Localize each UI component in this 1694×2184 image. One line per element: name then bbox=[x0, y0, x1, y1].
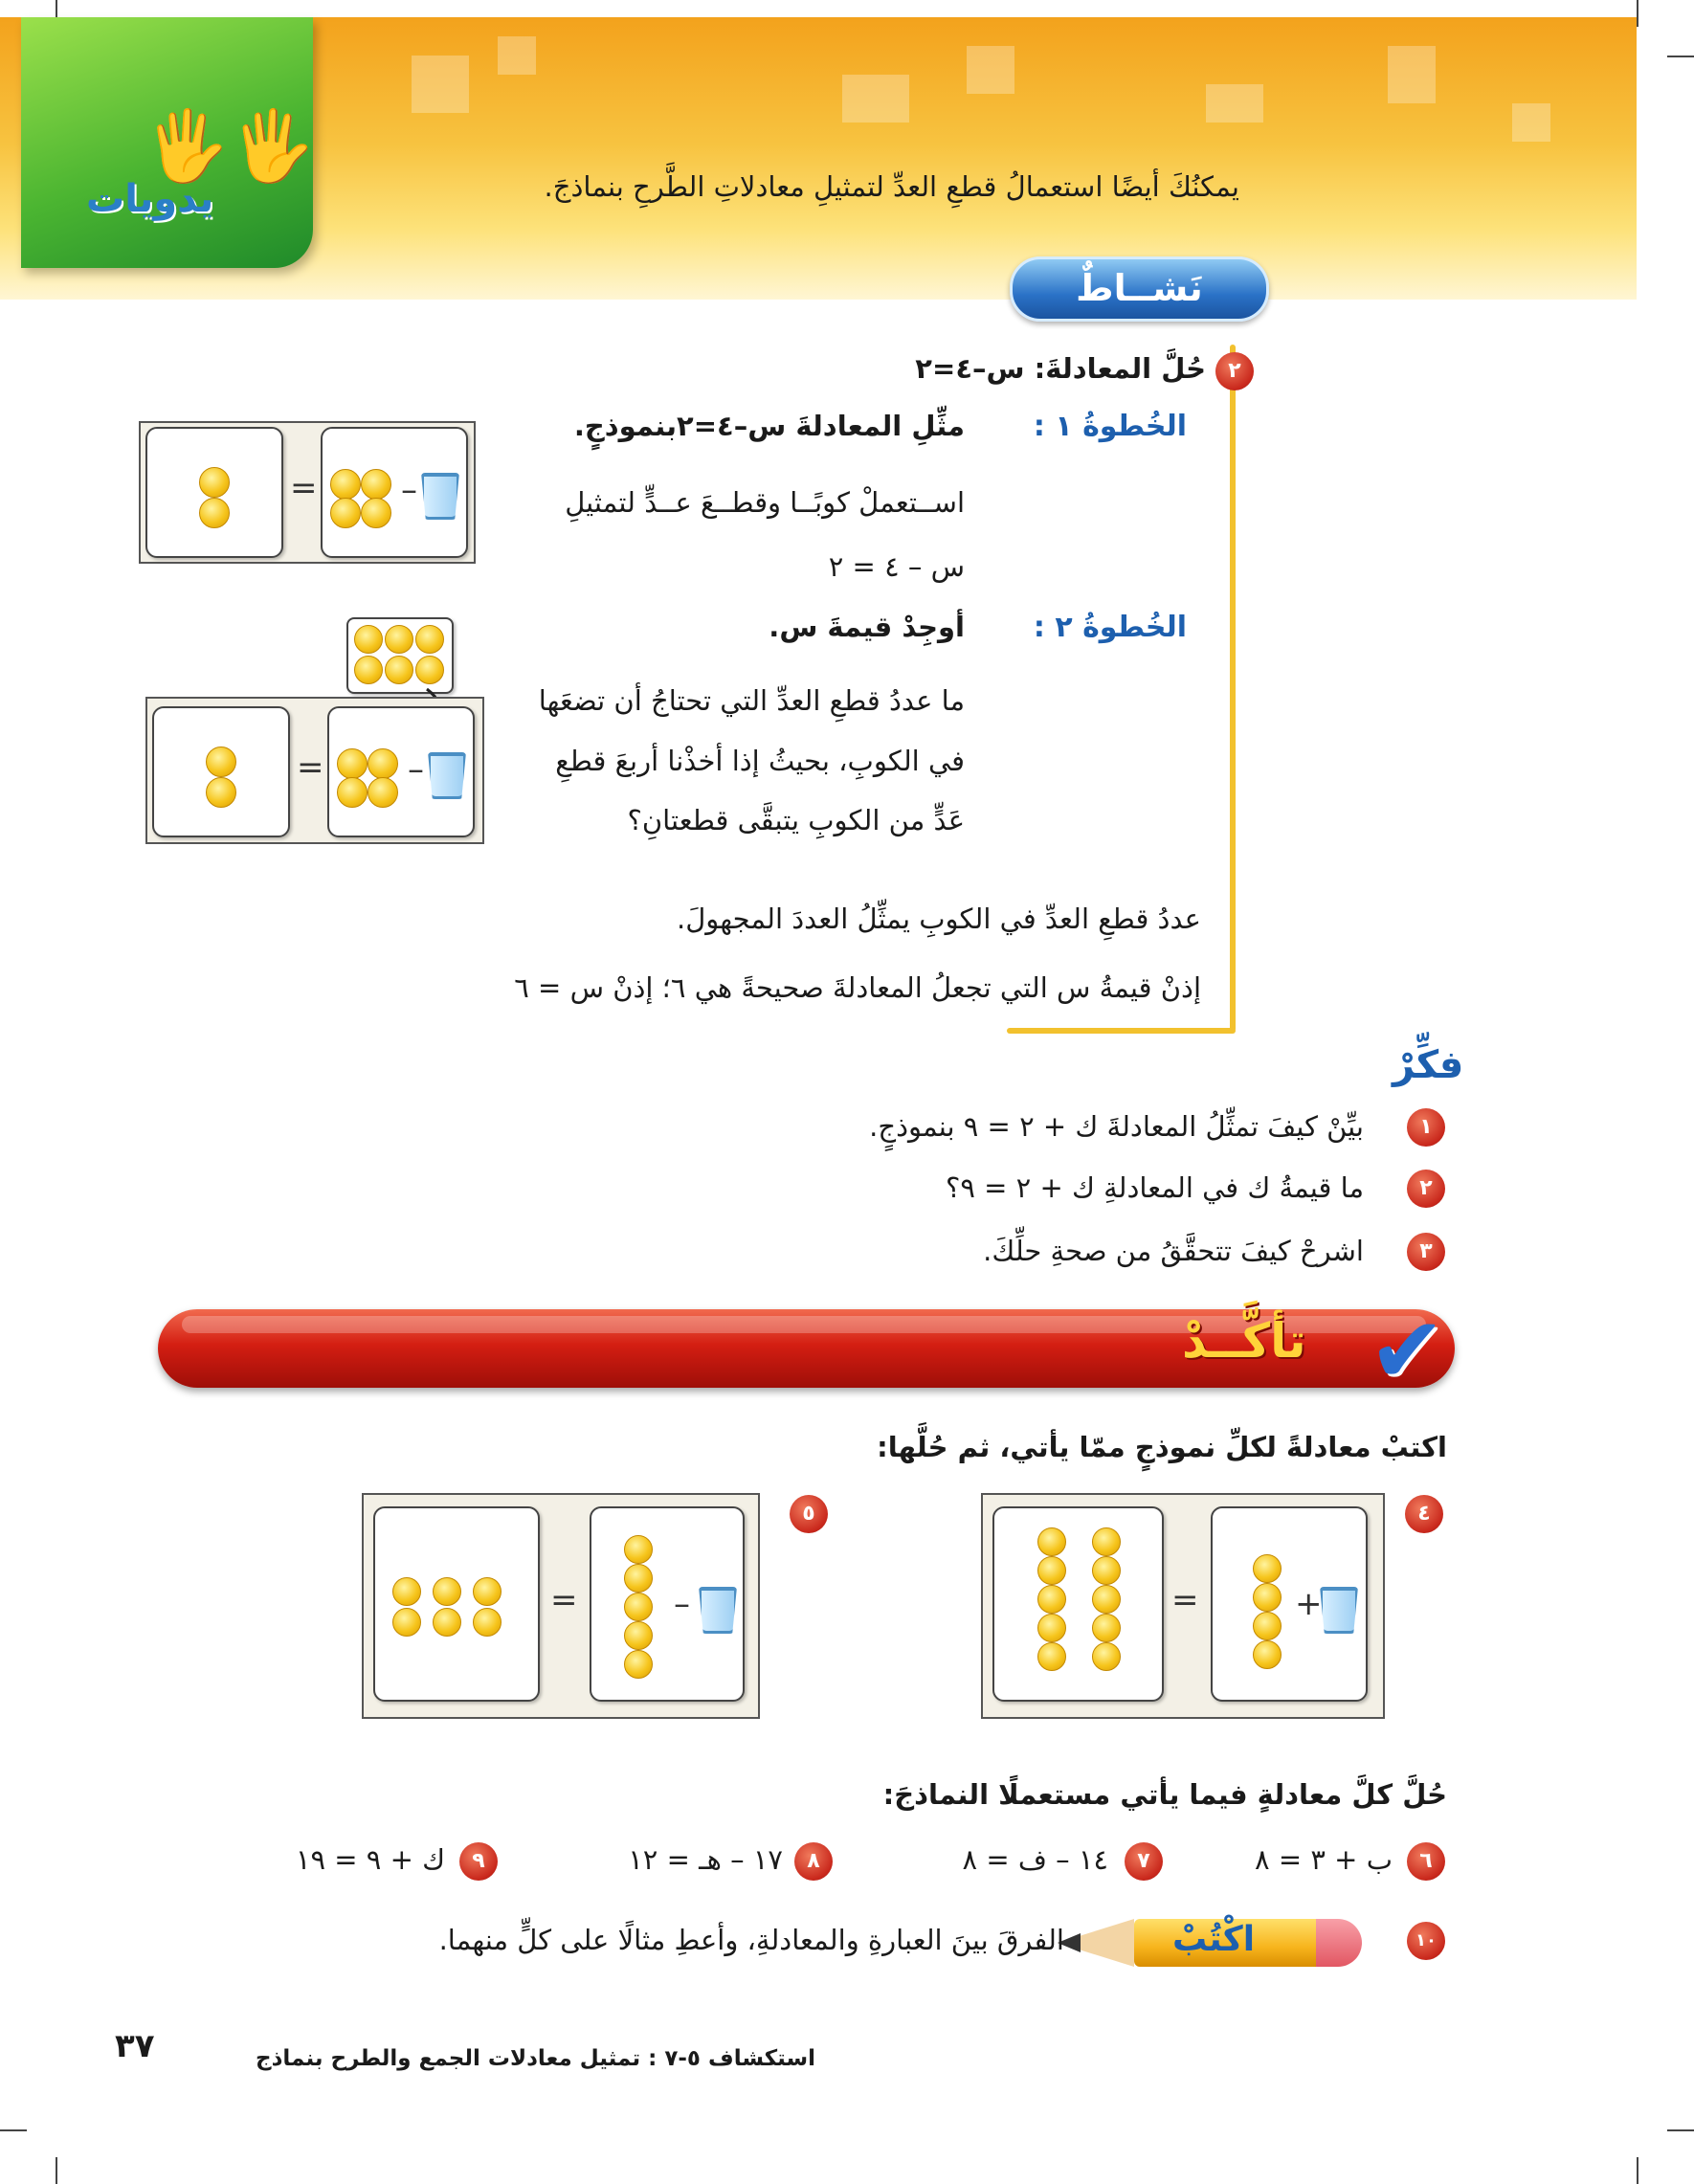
counter bbox=[415, 656, 444, 684]
counter bbox=[368, 748, 398, 779]
equation: ك + ٩ = ١٩ bbox=[295, 1843, 445, 1876]
think-number: ٣ bbox=[1407, 1233, 1445, 1271]
check-icon: ✔ bbox=[1369, 1297, 1446, 1404]
problem-number: ٢ bbox=[1215, 352, 1254, 390]
counter bbox=[624, 1650, 653, 1679]
write-label: اكْتُبْ bbox=[1172, 1920, 1256, 1959]
think-number: ٢ bbox=[1407, 1170, 1445, 1208]
cup-icon bbox=[421, 473, 459, 520]
counter bbox=[1092, 1642, 1121, 1671]
exercise-4-model bbox=[981, 1493, 1385, 1719]
counter bbox=[1253, 1640, 1282, 1669]
step1-label: الخُطوةُ ١ : bbox=[1033, 410, 1187, 443]
think-item: ما قيمةُ ك في المعادلةِ ك + ٢ = ٩؟ bbox=[945, 1171, 1364, 1204]
equation: ١٧ – هـ = ١٢ bbox=[628, 1843, 783, 1876]
step2-title: أوجِدْ قيمةَ س. bbox=[769, 611, 965, 643]
left-panel bbox=[992, 1506, 1164, 1702]
minus-sign: – bbox=[401, 471, 417, 509]
counter bbox=[1037, 1585, 1066, 1614]
counter bbox=[354, 625, 383, 654]
left-panel bbox=[152, 706, 290, 837]
crop-mark bbox=[1667, 2129, 1694, 2131]
crop-mark bbox=[1667, 56, 1694, 57]
counter bbox=[1037, 1556, 1066, 1585]
step2-label: الخُطوةُ ٢ : bbox=[1033, 611, 1187, 644]
think-item: اشرحْ كيفَ تتحقَّقُ من صحةِ حلِّكَ. bbox=[983, 1235, 1364, 1267]
equals-sign: = bbox=[550, 1581, 578, 1619]
cup-icon bbox=[428, 752, 466, 799]
counter bbox=[1092, 1614, 1121, 1642]
think-item: بيِّنْ كيفَ تمثِّلُ المعادلةَ ك + ٢ = ٩ بنموذجٍ. bbox=[869, 1110, 1364, 1143]
exercise-number: ٨ bbox=[794, 1842, 833, 1881]
intro-text: يمكنُكَ أيضًا استعمالُ قطعِ العدِّ لتمثيلِ معادلاتِ الطَّرحِ بنماذجَ. bbox=[544, 170, 1239, 203]
equation: ١٤ – ف = ٨ bbox=[962, 1843, 1108, 1876]
counter bbox=[473, 1608, 502, 1637]
problem-text: حُلَّ المعادلةَ: س–٤=٢ bbox=[915, 352, 1206, 385]
counter bbox=[1092, 1585, 1121, 1614]
counter bbox=[361, 469, 391, 500]
exercise-number: ١٠ bbox=[1407, 1922, 1445, 1960]
conclusion-text: إذنْ قيمةُ س التي تجعلُ المعادلةَ صحيحةً هي ٦؛ إذنْ س = ٦ bbox=[514, 971, 1201, 1004]
crop-mark bbox=[56, 2157, 57, 2184]
exercise-number: ٤ bbox=[1405, 1495, 1443, 1533]
equals-sign: = bbox=[290, 469, 318, 507]
counter bbox=[624, 1621, 653, 1650]
activity-frame bbox=[1007, 1028, 1236, 1034]
counter bbox=[1092, 1556, 1121, 1585]
counter bbox=[624, 1564, 653, 1593]
confirm-title: تأكَّــدْ bbox=[1182, 1313, 1306, 1369]
hands-icon: 🖐🖐 bbox=[144, 105, 316, 186]
counter bbox=[330, 498, 361, 528]
counter bbox=[337, 748, 368, 779]
exercise-number: ٥ bbox=[790, 1495, 828, 1533]
minus-sign: – bbox=[408, 750, 424, 789]
counter bbox=[206, 777, 236, 808]
counter bbox=[337, 777, 368, 808]
counter bbox=[199, 467, 230, 498]
exercise-5-model bbox=[362, 1493, 760, 1719]
footer-title: استكشاف ٥-٧ : تمثيل معادلات الجمع والطرح بنماذج bbox=[256, 2046, 815, 2071]
left-panel bbox=[145, 427, 283, 558]
counter bbox=[1037, 1642, 1066, 1671]
counter bbox=[433, 1608, 461, 1637]
pencil-eraser bbox=[1316, 1919, 1362, 1967]
exercise-number: ٧ bbox=[1125, 1842, 1163, 1881]
counter bbox=[1253, 1583, 1282, 1612]
step1-title: مثِّلِ المعادلةَ س–٤=٢بنموذجٍ. bbox=[573, 410, 965, 442]
counter bbox=[392, 1577, 421, 1606]
step1-model bbox=[139, 421, 476, 564]
counter bbox=[361, 498, 391, 528]
right-panel bbox=[590, 1506, 745, 1702]
counter bbox=[624, 1535, 653, 1564]
counter bbox=[433, 1577, 461, 1606]
counter bbox=[624, 1593, 653, 1621]
crop-mark bbox=[0, 2129, 27, 2131]
equation: ب + ٣ = ٨ bbox=[1255, 1843, 1393, 1876]
counter bbox=[385, 625, 413, 654]
hands-on-label: يدويات bbox=[86, 177, 214, 221]
counter bbox=[1037, 1527, 1066, 1556]
equals-sign: = bbox=[1171, 1581, 1199, 1619]
right-panel bbox=[327, 706, 475, 837]
counter bbox=[206, 747, 236, 777]
minus-sign: – bbox=[674, 1585, 690, 1623]
counter bbox=[199, 498, 230, 528]
step2-line: عَدٍّ من الكوبِ يتبقَّى قطعتانِ؟ bbox=[627, 804, 965, 836]
counter bbox=[1092, 1527, 1121, 1556]
conclusion-text: عددُ قطعِ العدِّ في الكوبِ يمثِّلُ العددَ المجهولَ. bbox=[677, 903, 1201, 935]
counter bbox=[385, 656, 413, 684]
solve-instruction: حُلَّ كلَّ معادلةٍ فيما يأتي مستعملًا النماذجَ: bbox=[882, 1778, 1447, 1811]
right-panel bbox=[321, 427, 468, 558]
step1-line: س – ٤ = ٢ bbox=[828, 550, 965, 583]
counter bbox=[473, 1577, 502, 1606]
cup-icon bbox=[699, 1587, 737, 1634]
think-number: ١ bbox=[1407, 1108, 1445, 1147]
page-number: ٣٧ bbox=[115, 2027, 155, 2065]
equals-sign: = bbox=[297, 748, 324, 787]
activity-frame bbox=[1230, 345, 1236, 1032]
counter bbox=[1037, 1614, 1066, 1642]
write-text: الفرقَ بينَ العبارةِ والمعادلةِ، وأعطِ مثالًا على كلٍّ منهما. bbox=[438, 1924, 1064, 1956]
step2-line: في الكوبِ، بحيثُ إذا أخذْنا أربعَ قطعِ bbox=[555, 745, 965, 777]
counter bbox=[330, 469, 361, 500]
step2-model bbox=[145, 697, 484, 844]
confirm-instruction: اكتبْ معادلةً لكلِّ نموذجٍ ممّا يأتي، ثم حُلَّها: bbox=[877, 1431, 1447, 1463]
plus-sign: + bbox=[1295, 1585, 1323, 1623]
cup-icon bbox=[1320, 1587, 1358, 1634]
step2-line: ما عددُ قطعِ العدِّ التي تحتاجُ أن تضعَها bbox=[538, 684, 965, 717]
counter-tray bbox=[346, 617, 454, 694]
crop-mark bbox=[1637, 0, 1638, 27]
counter bbox=[368, 777, 398, 808]
step1-line: اســتعملْ كوبًــا وقطــعَ عــدٍّ لتمثيلِ bbox=[565, 486, 965, 519]
left-panel bbox=[373, 1506, 540, 1702]
counter bbox=[1253, 1612, 1282, 1640]
crop-mark bbox=[1637, 2157, 1638, 2184]
counter bbox=[354, 656, 383, 684]
counter bbox=[1253, 1554, 1282, 1583]
right-panel bbox=[1211, 1506, 1368, 1702]
counter bbox=[415, 625, 444, 654]
activity-title: نَشــاطٌ bbox=[1010, 256, 1269, 322]
exercise-number: ٦ bbox=[1407, 1842, 1445, 1881]
think-heading: فكِّرْ bbox=[1393, 1043, 1464, 1087]
exercise-number: ٩ bbox=[459, 1842, 498, 1881]
counter bbox=[392, 1608, 421, 1637]
